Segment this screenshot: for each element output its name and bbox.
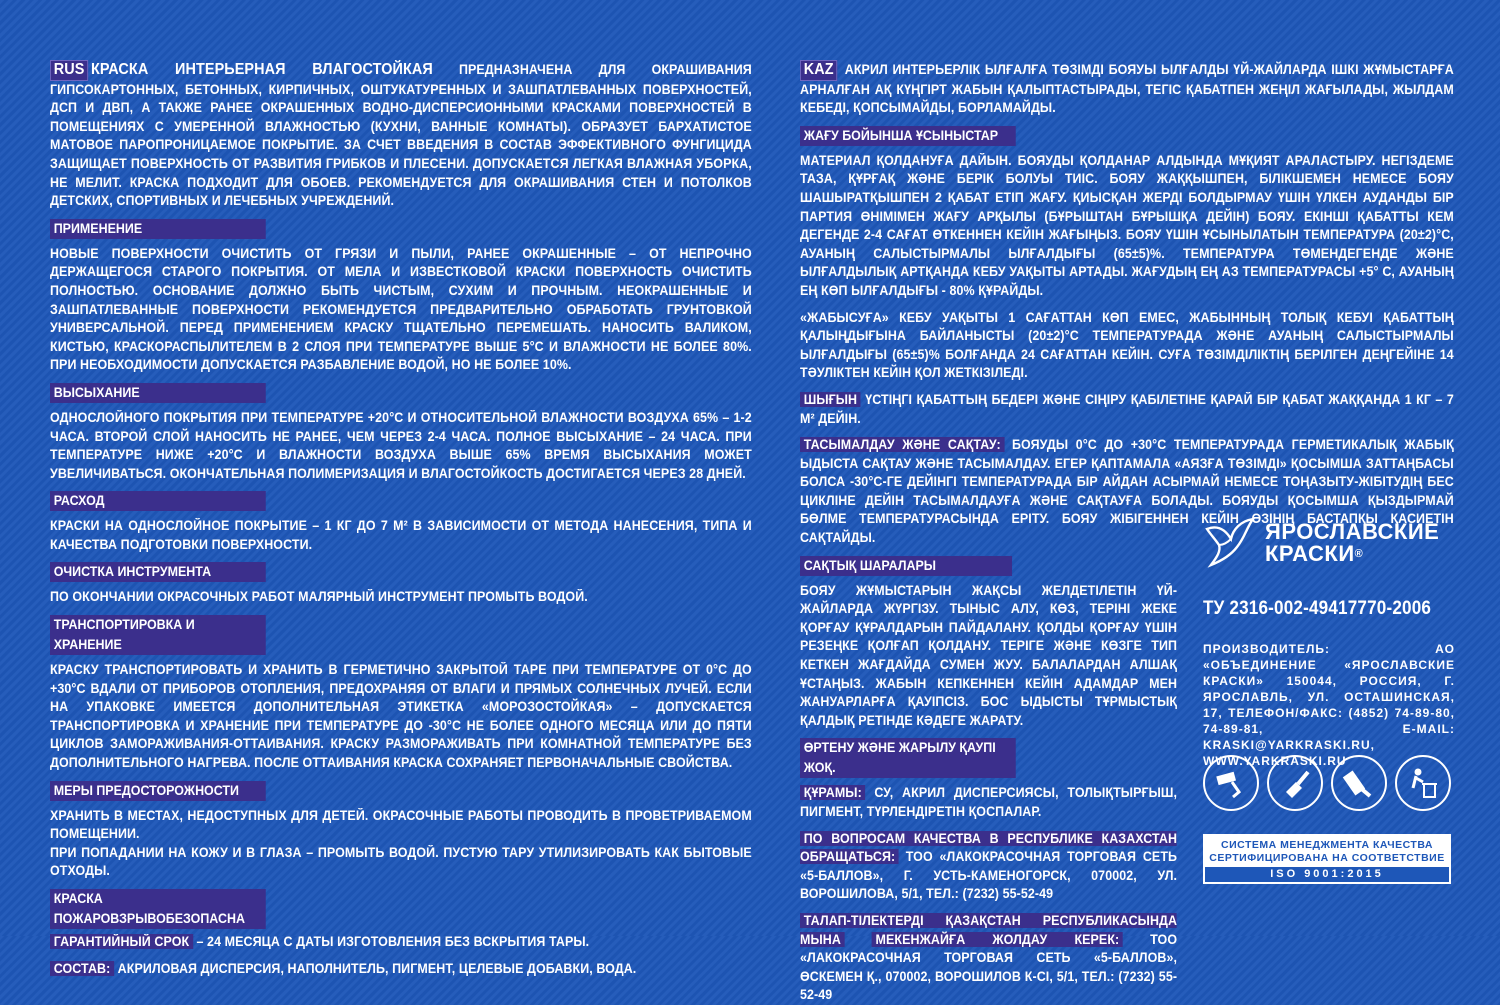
rus-composition-text: АКРИЛОВАЯ ДИСПЕРСИЯ, НАПОЛНИТЕЛЬ, ПИГМЕНТ, ЦЕЛЕВЫЕ ДОБАВКИ, ВОДА. — [117, 960, 637, 976]
kaz-drying-text: «ЖАБЫСУҒА» КЕБУ УАҚЫТЫ 1 САҒАТТАН КӨП ЕМЕС, ЖАБЫННЫҢ ТОЛЫҚ КЕБУІ ҚАБАТТЫҢ ҚАЛЫҢДЫҒЫНА БАЙЛАНЫСТЫ (20±2)°С ТЕМПЕРАТУРАДА ЖӘНЕ АУАНЫҢ САЛЫСТЫРМАЛЫ ЫЛҒАЛДЫҒЫ (65±5)% БОЛҒАНДА 24 САҒАТТАН КЕЙІН. СУҒА ТӨЗІМДІЛІКТІҢ БЕРІЛГЕН ДЕҢГЕЙІНЕ 14 ТӘУЛІКТЕН КЕЙІН ҚОЛ ЖЕТКІЗІЛЕДІ. — [800, 309, 1454, 381]
rus-application-heading: ПРИМЕНЕНИЕ — [50, 219, 266, 239]
brand-logo-line2: КРАСКИ® — [1265, 541, 1364, 566]
kaz-quality-text: ТОО «ЛАКОКРАСОЧНАЯ ТОРГОВАЯ СЕТЬ «5-БАЛЛОВ», Г. УСТЬ-КАМЕНОГОРСК, 070002, УЛ. ВОРОШИЛОВА, 5/1, ТЕЛ.: (7232) 55-52-49 — [800, 849, 1178, 902]
rus-title: КРАСКА ИНТЕРЬЕРНАЯ ВЛАГОСТОЙКАЯ — [90, 61, 433, 78]
kaz-claims-heading-1: ТАЛАП-ТІЛЕКТЕРДІ ҚАЗАҚСТАН РЕСПУБЛИКАСЫНДА МЫНА — [800, 912, 1178, 947]
kaz-consumption-text: ҮСТІҢГІ ҚАБАТТЫҢ БЕДЕРІ ЖӘНЕ СІҢІРУ ҚАБІЛЕТІНЕ ҚАРАЙ БІР ҚАБАТ ЖАҚҚАНДА 1 КГ – 7 М² ДЕЙІН. — [800, 391, 1454, 426]
rus-precautions-text-1: ХРАНИТЬ В МЕСТАХ, НЕДОСТУПНЫХ ДЛЯ ДЕТЕЙ. ОКРАСОЧНЫЕ РАБОТЫ ПРОВОДИТЬ В ПРОВЕТРИВАЕМОМ ПОМЕЩЕНИИ. — [50, 807, 752, 842]
recycle-bin-icon — [1395, 755, 1451, 811]
brand-logo-text — [1265, 521, 1439, 565]
rus-drying-text: ОДНОСЛОЙНОГО ПОКРЫТИЯ ПРИ ТЕМПЕРАТУРЕ +20°С И ОТНОСИТЕЛЬНОЙ ВЛАЖНОСТИ ВОЗДУХА 65% – 1-2 ЧАСА. ВТОРОЙ СЛОЙ НАНОСИТЬ НЕ РАНЕЕ, ЧЕМ ЧЕРЕЗ 2-4 ЧАСА. ПОЛНОЕ ВЫСЫХАНИЕ – 24 ЧАСА. ПРИ ТЕМПЕРАТУРЕ НИЖЕ +20°С И ВЛАЖНОСТИ ВОЗДУХА ВЫШЕ 65% ВРЕМЯ ВЫСЫХАНИЯ МОЖЕТ УВЕЛИЧИВАТЬСЯ. ОКОНЧАТЕЛЬНАЯ ПОЛИМЕРИЗАЦИЯ И ВЛАГОСТОЙКОСТЬ ДОСТИГАЕТСЯ ЧЕРЕЗ 28 ДНЕЙ. — [50, 409, 752, 481]
rus-precautions-heading: МЕРЫ ПРЕДОСТОРОЖНОСТИ — [50, 781, 266, 801]
kaz-intro-text: АКРИЛ ИНТЕРЬЕРЛІК ЫЛҒАЛҒА ТӨЗІМДІ БОЯУЫ ЫЛҒАЛДЫ ҮЙ-ЖАЙЛАРДА ІШКІ ЖҰМЫСТАРҒА АРНАЛҒАН АҚ КҮҢГІРТ ЖАБЫН ҚАЛЫПТАСТЫРАДЫ, ТЕГІС ҚАБАТПЕН ЖЕҢІЛ ЖАҒЫЛАДЫ, ЖЫЛДАМ КЕБЕДІ, ҚОПСЫМАЙДЫ, БОРЛАМАЙДЫ. — [800, 62, 1454, 116]
tu-code: ТУ 2316-002-49417770-2006 — [1203, 598, 1432, 619]
kaz-claims — [800, 912, 1177, 1005]
roller-icon — [1203, 755, 1259, 811]
rus-transport-text: КРАСКУ ТРАНСПОРТИРОВАТЬ И ХРАНИТЬ В ГЕРМЕТИЧНО ЗАКРЫТОЙ ТАРЕ ПРИ ТЕМПЕРАТУРЕ ОТ 0°С ДО +30°С ВДАЛИ ОТ ПРИБОРОВ ОТОПЛЕНИЯ, ПРЕДОХРАНЯЯ ОТ ВЛАГИ И ПРЯМЫХ СОЛНЕЧНЫХ ЛУЧЕЙ. ЕСЛИ НА УПАКОВКЕ ИМЕЕТСЯ ДОПОЛНИТЕЛЬНАЯ ЭТИКЕТКА «МОРОЗОСТОЙКАЯ» – ДОПУСКАЕТСЯ ТРАНСПОРТИРОВКА И ХРАНЕНИЕ ПРИ ТЕМПЕРАТУРЕ ДО -30°С НЕ БОЛЕЕ ОДНОГО МЕСЯЦА ИЛИ ДО ПЯТИ ЦИКЛОВ ЗАМОРАЖИВАНИЯ-ОТТАИВАНИЯ. КРАСКУ РАЗМОРАЖИВАТЬ ПРИ КОМНАТНОЙ ТЕМПЕРАТУРЕ БЕЗ ДОПОЛНИТЕЛЬНОГО НАГРЕВА. ПОСЛЕ ОТТАИВАНИЯ КРАСКА СОХРАНЯЕТ ПЕРВОНАЧАЛЬНЫЕ СВОЙСТВА. — [50, 662, 752, 771]
kaz-safety-heading: САҚТЫҚ ШАРАЛАРЫ — [800, 556, 1012, 576]
iso-certificate-badge — [1203, 834, 1451, 884]
rus-composition — [50, 960, 752, 979]
kaz-transport-text: БОЯУДЫ 0°С ДО +30°С ТЕМПЕРАТУРАДА ГЕРМЕТИКАЛЫҚ ЖАБЫҚ ЫДЫСТА САҚТАУ ЖӘНЕ ТАСЫМАЛДАУ. ЕГЕР ҚАПТАМАЛА «АЯЗҒА ТӨЗІМДІ» ҚОСЫМША ЗАТТАҢБАСЫ БОЛСА -30°С-ГЕ ДЕЙІНГІ ТЕМПЕРАТУРАДА БІР АЙДАН АСЫРМАЙ НЕМЕСЕ ТОҢАЗЫТУ-ЖІБІТУДІҢ БЕС ЦИКЛІНЕ ДЕЙІН ТАСЫМАЛДАУҒА ЖӘНЕ САҚТАУҒА БОЛАДЫ. БОЯУДЫ ҚОСЫМША ҚЫЗДЫРМАЙ БӨЛМЕ ТЕМПЕРАТУРАСЫНДА ЕРІТУ. БОЯУ ЖІБІГЕННЕН КЕЙІН ӨЗІНІҢ БАСТАПҚЫ ҚАСИЕТІН САҚТАЙДЫ. — [800, 437, 1454, 546]
rus-warranty-text: – 24 МЕСЯЦА С ДАТЫ ИЗГОТОВЛЕНИЯ БЕЗ ВСКРЫТИЯ ТАРЫ. — [196, 934, 590, 949]
iso-standard: ISO 9001:2015 — [1205, 867, 1449, 882]
kaz-composition — [800, 784, 1177, 821]
kaz-fire-heading: ӨРТЕНУ ЖӘНЕ ЖАРЫЛУ ҚАУПІ ЖОҚ. — [800, 738, 1016, 778]
dove-icon — [1203, 515, 1261, 571]
kaz-usage-text: МАТЕРИАЛ ҚОЛДАНУҒА ДАЙЫН. БОЯУДЫ ҚОЛДАНАР АЛДЫНДА МҰҚИЯТ АРАЛАСТЫРУ. НЕГІЗДЕМЕ ТАЗА, ҚҰРҒАҚ ЖӘНЕ БЕРІК БОЛУЫ ТИІС. БОЯУ ЖАҚҚЫШПЕН, БІЛІКШЕМЕН НЕМЕСЕ БОЯУ ШАШЫРАТҚЫШПЕН 2 ҚАБАТ ЕТІП ЖАҒУ. ҚИЫСҚАН ЖЕРДІ БОЛДЫРМАУ ҮШІН ҮЛКЕН АУДАНДЫ БІР ПАРТИЯ ӨНІМІМЕН ЖАҒУ АРҚЫЛЫ (БҰРЫШТАН БҰРЫШҚА ДЕЙІН) БОЯУ. ЕКІНШІ ҚАБАТТЫ КЕМ ДЕГЕНДЕ 2-4 САҒАТ ӨТКЕННЕН КЕЙІН ЖАҒЫҢЫЗ. БОЯУ ҮШІН ҰСЫНЫЛАТЫН ТЕМПЕРАТУРА (20±2)°С, АУАНЫҢ САЛЫСТЫРМАЛЫ ЫЛҒАЛДЫҒЫ (65±5)%. ТЕМПЕРАТУРА ТӨМЕНДЕГЕНДЕ ЖӘНЕ ЫЛҒАЛДЫЛЫҚ АРТҚАНДА КЕБУ УАҚЫТЫ АРТАДЫ. ЖАҒУДЫҢ ЕҢ АЗ ТЕМПЕРАТУРАСЫ +5° С, АУАНЫҢ ЕҢ КӨП ЫЛҒАЛДЫҒЫ - 80% ҚҰРАЙДЫ. — [800, 152, 1454, 298]
rus-intro — [50, 60, 752, 211]
kaz-claims-text: ТОО «ЛАКОКРАСОЧНАЯ ТОРГОВАЯ СЕТЬ «5-БАЛЛОВ», ӨСКЕМЕН Қ., 070002, ВОРОШИЛОВ К-СІ, 5/1, ТЕЛ.: (7232) 55-52-49 — [800, 931, 1178, 1003]
manufacturer-info: ПРОИЗВОДИТЕЛЬ: АО «ОБЪЕДИНЕНИЕ «ЯРОСЛАВСКИЕ КРАСКИ» 150044, РОССИЯ, Г. ЯРОСЛАВЛЬ, УЛ. ОСТАШИНСКАЯ, 17, ТЕЛЕФОН/ФАКС: (4852) 74-89-80, 74-89-81, E-MAIL: KRASKI@YARKRASKI.RU, WWW.YARKRASKI.RU — [1203, 642, 1455, 768]
rus-drying-heading: ВЫСЫХАНИЕ — [50, 383, 266, 403]
rus-consumption-heading: РАСХОД — [50, 491, 266, 511]
kaz-safety-text: БОЯУ ЖҰМЫСТАРЫН ЖАҚСЫ ЖЕЛДЕТІЛЕТІН ҮЙ-ЖАЙЛАРДА ЖҮРГІЗУ. ТЫНЫС АЛУ, КӨЗ, ТЕРІНІ ЖЕКЕ ҚОРҒАУ ҚҰРАЛДАРЫН ПАЙДАЛАНУ. ҚОЛДЫ ҚОРҒАУ ҮШІН РЕЗЕҢКЕ ҚОЛҒАП ҚОЛДАНУ. ТЕРІГЕ ЖӘНЕ КӨЗГЕ ТИП КЕТКЕН ЖАҒДАЙДА СУМЕН ЖУУ. БАЛАЛАРДАН АЛШАҚ ҰСТАҢЫЗ. ЖАБЫН КЕПКЕННЕН КЕЙІН АДАМДАР МЕН ЖАНУАРЛАРҒА ҚАУІПСІЗ. БОС ЫДЫСТЫ ТҰРМЫСТЫҚ ҚАЛДЫҚ РЕТІНДЕ КӘДЕГЕ ЖАРАТУ. — [800, 582, 1178, 728]
rus-cleaning-heading: ОЧИСТКА ИНСТРУМЕНТА — [50, 562, 266, 582]
rus-warranty-heading: ГАРАНТИЙНЫЙ СРОК — [50, 934, 193, 949]
rus-fire-heading: КРАСКА ПОЖАРОВЗРЫВОБЕЗОПАСНА — [50, 889, 266, 929]
kaz-composition-text: СУ, АКРИЛ ДИСПЕРСИЯСЫ, ТОЛЫҚТЫРҒЫШ, ПИГМЕНТ, ТҮРЛЕНДІРЕТІН ҚОСПАЛАР. — [800, 785, 1178, 819]
kaz-quality-heading: ПО ВОПРОСАМ КАЧЕСТВА В РЕСПУБЛИКЕ КАЗАХСТАН ОБРАЩАТЬСЯ: — [800, 830, 1178, 865]
rus-precautions-text-2: ПРИ ПОПАДАНИИ НА КОЖУ И В ГЛАЗА – ПРОМЫТЬ ВОДОЙ. ПУСТУЮ ТАРУ УТИЛИЗИРОВАТЬ КАК БЫТОВЫЕ ОТХОДЫ. — [50, 844, 752, 879]
rus-cleaning-text: ПО ОКОНЧАНИИ ОКРАСОЧНЫХ РАБОТ МАЛЯРНЫЙ ИНСТРУМЕНТ ПРОМЫТЬ ВОДОЙ. — [50, 589, 588, 605]
kaz-quality — [800, 830, 1177, 904]
iso-certificate-text: СИСТЕМА МЕНЕДЖМЕНТА КАЧЕСТВА СЕРТИФИЦИРОВАНА НА СООТВЕТСТВИЕ — [1209, 839, 1445, 864]
rus-application-text: НОВЫЕ ПОВЕРХНОСТИ ОЧИСТИТЬ ОТ ГРЯЗИ И ПЫЛИ, РАНЕЕ ОКРАШЕННЫЕ – ОТ НЕПРОЧНО ДЕРЖАЩЕГОСЯ СТАРОГО ПОКРЫТИЯ. ОТ МЕЛА И ИЗВЕСТКОВОЙ КРАСКИ ПОВЕРХНОСТЬ ОЧИСТИТЬ ПОЛНОСТЬЮ. ОСНОВАНИЕ ДОЛЖНО БЫТЬ ЧИСТЫМ, СУХИМ И ПРОЧНЫМ. НЕОКРАШЕННЫЕ И ЗАШПАТЛЕВАННЫЕ ПОВЕРХНОСТИ РЕКОМЕНДУЕТСЯ ПРЕДВАРИТЕЛЬНО ОБРАБОТАТЬ ГРУНТОВКОЙ УНИВЕРСАЛЬНОЙ. ПЕРЕД ПРИМЕНЕНИЕМ КРАСКУ ТЩАТЕЛЬНО ПЕРЕМЕШАТЬ. НАНОСИТЬ ВАЛИКОМ, КИСТЬЮ, КРАСКОРАСПЫЛИТЕЛЕМ В 2 СЛОЯ ПРИ ТЕМПЕРАТУРЕ ВЫШЕ 5°С И ВЛАЖНОСТИ НЕ БОЛЕЕ 80%. ПРИ НЕОБХОДИМОСТИ ДОПУСКАЕТСЯ РАЗБАВЛЕНИЕ ВОДОЙ, НО НЕ БОЛЕЕ 10%. — [50, 245, 752, 373]
pictograms — [1203, 755, 1455, 811]
brand-logo — [1203, 515, 1455, 571]
kaz-composition-heading: ҚҰРАМЫ: — [800, 785, 866, 800]
rus-transport-heading: ТРАНСПОРТИРОВКА И ХРАНЕНИЕ — [50, 615, 266, 655]
rus-column — [50, 60, 752, 978]
rus-composition-heading: СОСТАВ: — [50, 961, 114, 976]
kaz-claims-heading-2: МЕКЕНЖАЙҒА ЖОЛДАУ КЕРЕК: — [872, 932, 1123, 947]
kaz-consumption-heading: ШЫҒЫН — [800, 392, 861, 407]
rus-consumption-text: КРАСКИ НА ОДНОСЛОЙНОЕ ПОКРЫТИЕ – 1 КГ ДО 7 М² В ЗАВИСИМОСТИ ОТ МЕТОДА НАНЕСЕНИЯ, ТИПА И КАЧЕСТВА ПОДГОТОВКИ ПОВЕРХНОСТИ. — [50, 518, 752, 552]
brush-icon — [1267, 755, 1323, 811]
kaz-lang-tag: KAZ — [800, 60, 837, 81]
kaz-usage-heading: ЖАҒУ БОЙЫНША ҰСЫНЫСТАР — [800, 126, 1016, 146]
brand-logo-line1: ЯРОСЛАВСКИЕ — [1265, 519, 1440, 544]
kaz-consumption — [800, 391, 1454, 428]
spray-icon — [1331, 755, 1387, 811]
kaz-transport-heading: ТАСЫМАЛДАУ ЖӘНЕ САҚТАУ: — [800, 437, 1004, 452]
kaz-intro — [800, 60, 1454, 118]
rus-lang-tag: RUS — [50, 60, 88, 81]
rus-intro-text: ПРЕДНАЗНАЧЕНА ДЛЯ ОКРАШИВАНИЯ ГИПСОКАРТОННЫХ, БЕТОННЫХ, КИРПИЧНЫХ, ОШТУКАТУРЕННЫХ И ЗАШПАТЛЕВАННЫХ ПОВЕРХНОСТЕЙ, ДСП И ДВП, А ТАКЖЕ РАНЕЕ ОКРАШЕННЫХ ВОДНО-ДИСПЕРСИОННЫМИ КРАСКАМИ ПОВЕРХНОСТЕЙ В ПОМЕЩЕНИЯХ С УМЕРЕННОЙ ВЛАЖНОСТЬЮ (КУХНИ, ВАННЫЕ КОМНАТЫ). ОБРАЗУЕТ БАРХАТИСТОЕ МАТОВОЕ ПАРОПРОНИЦАЕМОЕ ПОКРЫТИЕ. ЗА СЧЕТ ВВЕДЕНИЯ В СОСТАВ ЭФФЕКТИВНОГО ФУНГИЦИДА ЗАЩИЩАЕТ ПОВЕРХНОСТЬ ОТ РАЗВИТИЯ ГРИБКОВ И ПЛЕСЕНИ. ДОПУСКАЕТСЯ ЛЕГКАЯ ВЛАЖНАЯ УБОРКА, НЕ МЕЛИТ. КРАСКА ПОДХОДИТ ДЛЯ ОБОЕВ. РЕКОМЕНДУЕТСЯ ДЛЯ ОКРАШИВАНИЯ СТЕН И ПОТОЛКОВ ДЕТСКИХ, СПОРТИВНЫХ И ЛЕЧЕБНЫХ УЧРЕЖДЕНИЙ. — [50, 62, 752, 209]
